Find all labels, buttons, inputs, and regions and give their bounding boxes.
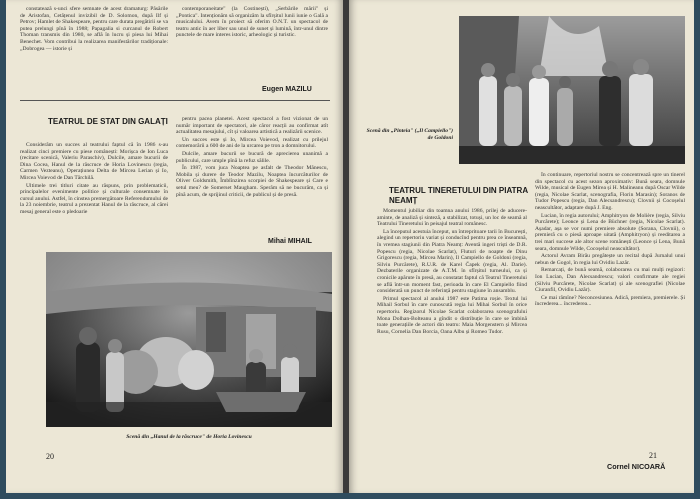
page-number-left: 20 (46, 452, 54, 461)
paragraph: La începutul acestuia început, un întrepritoare tarii în București, alegind un repertoriu variat și conducînd pentru prea ce înseamnă, în vremea stagiunii din Piatra Neamț: Aventă ingeri triști de D.R. Popescu (regia, Nicolae Scarlat), Fluturi de noapte de Dinu Grigorescu (regia, Mircea Marin), Il Campiello de Goldoni (regia, Silviu Purcărete), R.U.R. de Karel Čapek (regia, Al. Darie). Dezbaterile organizate de A.T.M. în sfîrșitul turneului, ca și cronicile apărute în presă, au constatat faptul că Teatrul Tineretului se află într-un moment fast, perioada în care El Campiello fiind considerată un punct de referință pentru stagiune în ansamblu. (377, 228, 527, 295)
left-page (6, 0, 343, 493)
magazine-spread (6, 0, 694, 493)
paragraph: În continuare, repertoriul nostru se concentrează spre un tinerel din spectacol cu acest sezon aproximativ: Bună seara, domnule Wilde, musical de Eugen Mirea și H. Malineanu după Oscar Wilde (regia, Nicolae Scarlat, scenografia, Florin Marasin); Soranos de Tudor Popescu (regia, Dan Alecsandrescu); Clovnii și Cocoșelul neascultător, adaptare după J. Eng. (535, 172, 685, 211)
paragraph: Ultimele trei titluri citate au răspuns, prin problematicii, principalelor evenimente politice și culturale consemnate în cursul anului. Astfel, în cinstea premergătoare Referendumului de la 23 noiembrie, teatrul a prezentat Hanul de la răscruce, al cărei mesaj general este o pledoarie (20, 182, 168, 215)
page-number-right: 21 (649, 451, 657, 460)
left-col2-top-text (176, 6, 328, 80)
right-page (349, 0, 694, 493)
paragraph: Dulcile, amare bucurii se bucură de aprecierea unanimă a publicului, care umple pînă la refuz sălile. (176, 150, 328, 164)
photo-caption-hanul: Scenă din „Hanul de la răscruce" de Horia Lovinescu (126, 434, 252, 440)
paragraph: Un succes este și Io, Mircea Voievod, realizat cu prilejul comemorării a 600 de ani de la urcarea pe tron a domnitorului. (176, 136, 328, 150)
paragraph: contemporaneitate" (la Costinești), „Serbările mării" și „Pontica". Intenționăm să organizăm la sfîrșitul lunii iunie o Gală a musicalului. Avem în proiect să oferim O.N.T. un spectacol de teatru antic în aer liber sau unul de sunet și lumină, într-unul dintre punctele de mare interes istoric, arheologic și turistic. (176, 6, 328, 39)
right-col1-text (377, 208, 527, 460)
signature-mihai-mihail: Mihai MIHAIL (268, 238, 312, 245)
paragraph: În 1987, vom juca Noaptea pe asfalt de Theodor Mănescu, Mobila și durere de Teodor Mazilu, Noaptea încurcăturilor de Oliver Goldsmith, Îmblînzirea scorpiei de Shakespeare și Care e setul meu? de Somerset Maugham. Sperăm să ne bucurăm, ca și pînă acum, de sprijinul criticii, de publicul și de presă. (176, 165, 328, 198)
paragraph: pentru pacea planetei. Acest spectacol a fost vizionat de un număr important de spectatori, ale căror reacții au confirmat atît actualitatea mesajului, cît și valoarea artistică a realizării scenice. (176, 116, 328, 136)
paragraph: Ce mai rămîne? Neconcesiunea. Adică, premiera, premierele. Și încrederea... încrederea... (535, 294, 685, 308)
paragraph: Considerăm un succes al teatrului faptul că în 1986 s-au realizat cinci premiere cu piese românești: Morișca de Ion Luca (recitare scenică, Valeriu Paraschiv), Dulcile, amare bucurii de Dina Cocea, Hanul de la răscruce de Horia Lovinescu (regia, Carmen Vezteanu), Operațiunea Delta de Mircea Lerian și Io, Mircea Voievod de Dan Tărchilă. (20, 142, 168, 181)
heading-teatrul-tineretului: TEATRUL TINERETULUI DIN PIATRA NEAMȚ (389, 186, 528, 205)
paragraph: Momentul jubiliar din toamna anului 1986, prilej de aducere-aminte, de analiză și sinteză, a stabilizat, totuși, un loc de seamă al Teatrului Tineretului în peisajul teatral românesc. (377, 208, 527, 228)
right-col2-text (535, 172, 685, 460)
paragraph: Actorul Avram Birău pregătește un recital după Jurnalul unui nebun de Gogol, în regia lui Ovidiu Lazăr. (535, 253, 685, 266)
theatre-scene-photo-left (46, 252, 332, 427)
paragraph: constatează s-unci sfere semnate de acest dramaturg: Păsările de Aristofan, Cetățenul invizibil de D. Solomon, după Ilf și Petrov; Hamlet de Shakespeare, pentru care durata pregătirii se va putea prelungi pînă în 1988; Papagalia si curcanul de Robert Thoman transmis din 1980, se află în lucru și piesa lui Mihai Benechet. Vom contribui la realizarea manifestărilor tradiționale: „Dobrogea — istorie și (20, 6, 168, 52)
section-divider (20, 100, 330, 101)
paragraph: Primul spectacol al anului 1987 este Patima roșie. Textul lui Mihail Sorbul în care cunoscută regia lui Mihai Sorbul în orice repertoriu. Regizorul Nicolae Scarlat colaborarea scenografului Mona Dolhan-Bolteanu a gîndit o distribuție în care se îmbină toate generațiile de actori din teatru: Maia Morgenstern și Mircea Rusu, Cornelia Dan Borcia, Oana Albu și Romeo Tudor. (377, 295, 527, 335)
theatre-scene-photo-right (459, 16, 685, 164)
signature-eugen-mazilu: Eugen MAZILU (262, 86, 312, 93)
left-col2-mid-text (176, 116, 328, 234)
signature-cornel-nicoara: Cornel NICOARĂ (607, 462, 666, 471)
photo-caption-campiello: Scenă din „Pinteia" („Il Campiello") de Goldoni (366, 128, 453, 141)
paragraph: Lucian, în regia autorului; Amphitryon de Molière (regia, Silviu Purcărete); Leonce și Lena de Büchner (regia, Nicolae Scarlat). Așadar, așa se vor numi premiere absolute (Sorana, Clovnii), o premieră cu o piesă aproape uitată (Amphitryon) și reeditarea a trei mari succese ale altor scene românești (Leonce și Lena, Bună seara, domnule Wilde, Cocoșelul neascultător). (535, 212, 685, 252)
photo-illustration (459, 16, 685, 164)
paragraph: Remarcați, de bună seamă, colaborarea cu mai mulți regizori: Ion Lucian, Dan Alecsandrescu; valori confirmate ale regiei (Silviu Purcărete, Nicolae Scarlat) și ale scenografiei (Nicolae Ciuranfil, Ovidiu Lazăr). (535, 267, 685, 294)
left-col1-top-text (20, 6, 168, 94)
left-col1-mid-text (20, 142, 168, 247)
heading-teatrul-galati: TEATRUL DE STAT DIN GALAȚI (48, 117, 168, 126)
photo-illustration (46, 252, 332, 427)
